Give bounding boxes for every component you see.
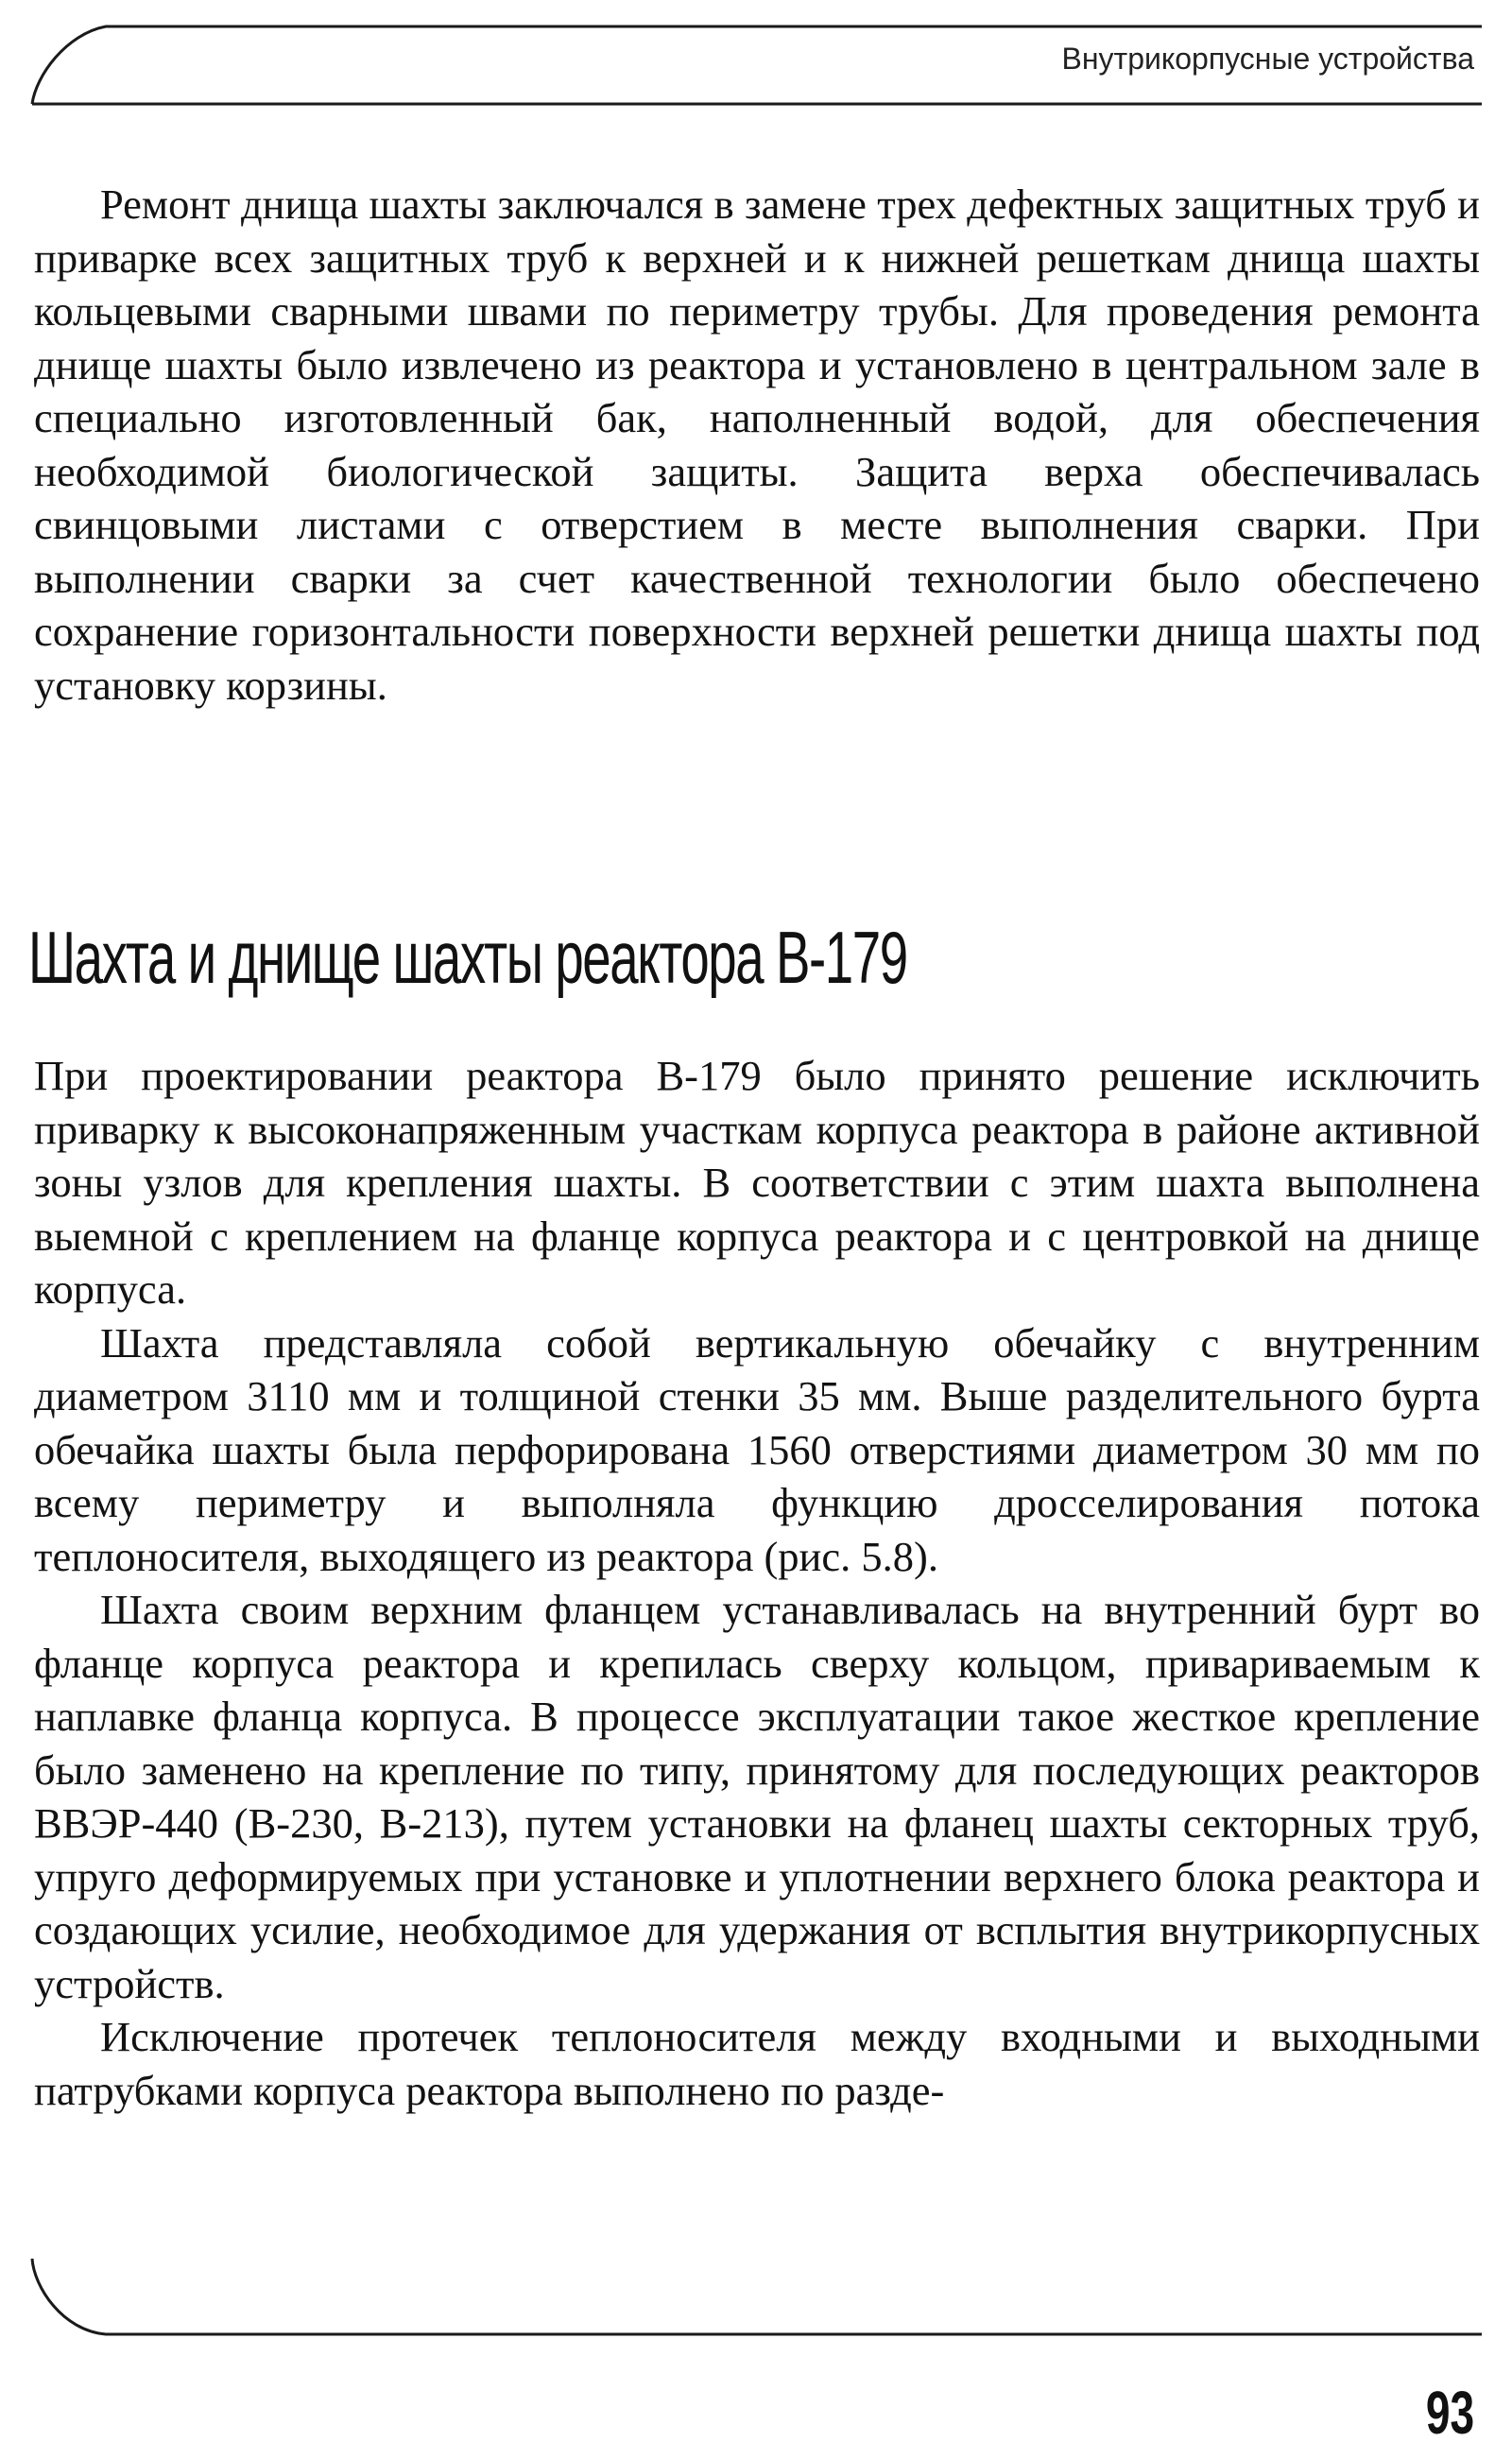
section-paragraph: Исключение протечек теплоносителя между входными и выходными патрубками корпуса реактора выполнено по разде- — [34, 2013, 1480, 2114]
section-heading: Шахта и днище шахты реактора В-179 — [28, 916, 907, 999]
section-body — [34, 1049, 1480, 2117]
top-paragraph: Ремонт днища шахты заключался в замене трех дефектных защитных труб и приварке всех защитных труб к верхней и к нижней решеткам днища шахты кольцевыми сварными швами по периметру трубы. Для проведения ремонта днище шахты было извлечено из реактора и установлено в центральном зале в специально изготовленный бак, наполненный водой, для обеспечения необходимой биологической защиты. Защита верха обеспечивалась свинцовыми листами с отверстием в месте выполнения сварки. При выполнении сварки за счет качественной технологии было обеспечено сохранение горизонтальности поверхности верхней решетки днища шахты под установку корзины. — [34, 181, 1480, 709]
section-paragraph: При проектировании реактора В-179 было принято решение исключить приварку к высоконапряженным участкам корпуса реактора в районе активной зоны узлов для крепления шахты. В соответствии с этим шахта выполнена выемной с креплением на фланце корпуса реактора и с центровкой на днище корпуса. — [34, 1052, 1480, 1313]
footer-rule — [32, 2259, 1482, 2334]
section-paragraph: Шахта представляла собой вертикальную обечайку с внутренним диаметром 3110 мм и толщиной стенки 35 мм. Выше разделительного бурта обечайка шахты была перфорирована 1560 отверстиями диаметром 30 мм по всему периметру и выполняла функцию дросселирования потока теплоносителя, выходящего из реактора (рис. 5.8). — [34, 1318, 1480, 1580]
page-number: 93 — [1425, 2379, 1474, 2447]
section-paragraph: Шахта своим верхним фланцем устанавливалась на внутренний бурт во фланце корпуса реактора и крепилась сверху кольцом, привариваемым к наплавке фланца корпуса. В процессе эксплуатации такое жесткое крепление было заменено на крепление по типу, принятому для последующих реакторов ВВЭР-440 (В-230, В-213), путем установки на фланец шахты секторных труб, упруго деформируемых при установке и уплотнении верхнего блока реактора и создающих усилие, необходимое для удержания от всплытия внутрикорпусных устройств. — [34, 1586, 1480, 2007]
running-head: Внутрикорпусные устройства — [1061, 42, 1474, 76]
